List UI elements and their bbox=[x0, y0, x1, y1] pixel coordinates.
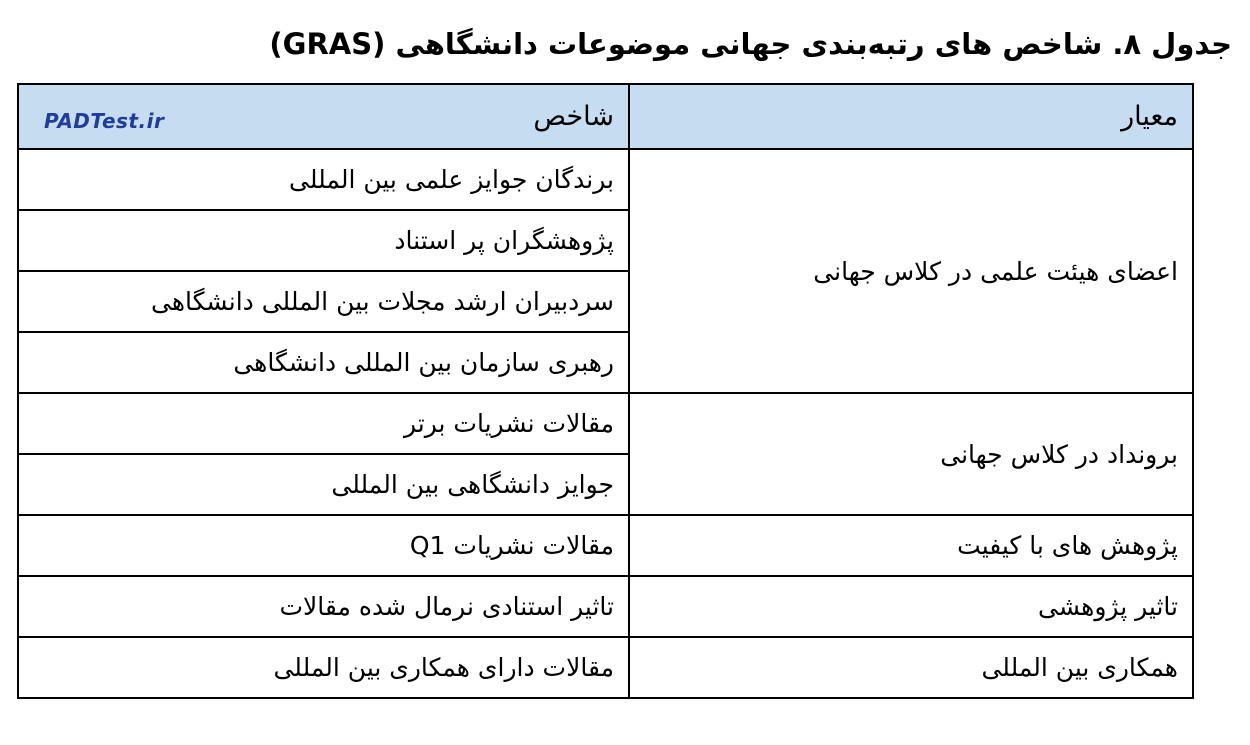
criterion-cell: همکاری بین المللی bbox=[629, 637, 1193, 698]
index-cell: مقالات دارای همکاری بین المللی bbox=[18, 637, 629, 698]
criterion-cell: اعضای هیئت علمی در کلاس جهانی bbox=[629, 149, 1193, 393]
header-criterion: معیار bbox=[629, 84, 1193, 149]
index-cell: برندگان جوایز علمی بین المللی bbox=[18, 149, 629, 210]
header-index: شاخص bbox=[18, 84, 629, 149]
criterion-cell: پژوهش های با کیفیت bbox=[629, 515, 1193, 576]
index-cell: مقالات نشریات Q1 bbox=[18, 515, 629, 576]
criteria-table bbox=[17, 83, 1194, 699]
table-caption: جدول ۸. شاخص های رتبه‌بندی جهانی موضوعات دانشگاهی (GRAS) bbox=[269, 27, 1232, 61]
index-cell: مقالات نشریات برتر bbox=[18, 393, 629, 454]
table-header bbox=[18, 84, 1193, 149]
table-row bbox=[18, 515, 1193, 576]
index-cell: پژوهشگران پر استناد bbox=[18, 210, 629, 271]
header-row bbox=[18, 84, 1193, 149]
index-cell: تاثیر استنادی نرمال شده مقالات bbox=[18, 576, 629, 637]
table-row bbox=[18, 637, 1193, 698]
table-row bbox=[18, 576, 1193, 637]
criterion-cell: برونداد در کلاس جهانی bbox=[629, 393, 1193, 515]
table-row bbox=[18, 393, 1193, 454]
index-cell: سردبیران ارشد مجلات بین المللی دانشگاهی bbox=[18, 271, 629, 332]
table-row bbox=[18, 149, 1193, 210]
criterion-cell: تاثیر پژوهشی bbox=[629, 576, 1193, 637]
table-body bbox=[18, 149, 1193, 698]
index-cell: جوایز دانشگاهی بین المللی bbox=[18, 454, 629, 515]
watermark-logo: PADTest.ir bbox=[44, 109, 165, 133]
index-cell: رهبری سازمان بین المللی دانشگاهی bbox=[18, 332, 629, 393]
